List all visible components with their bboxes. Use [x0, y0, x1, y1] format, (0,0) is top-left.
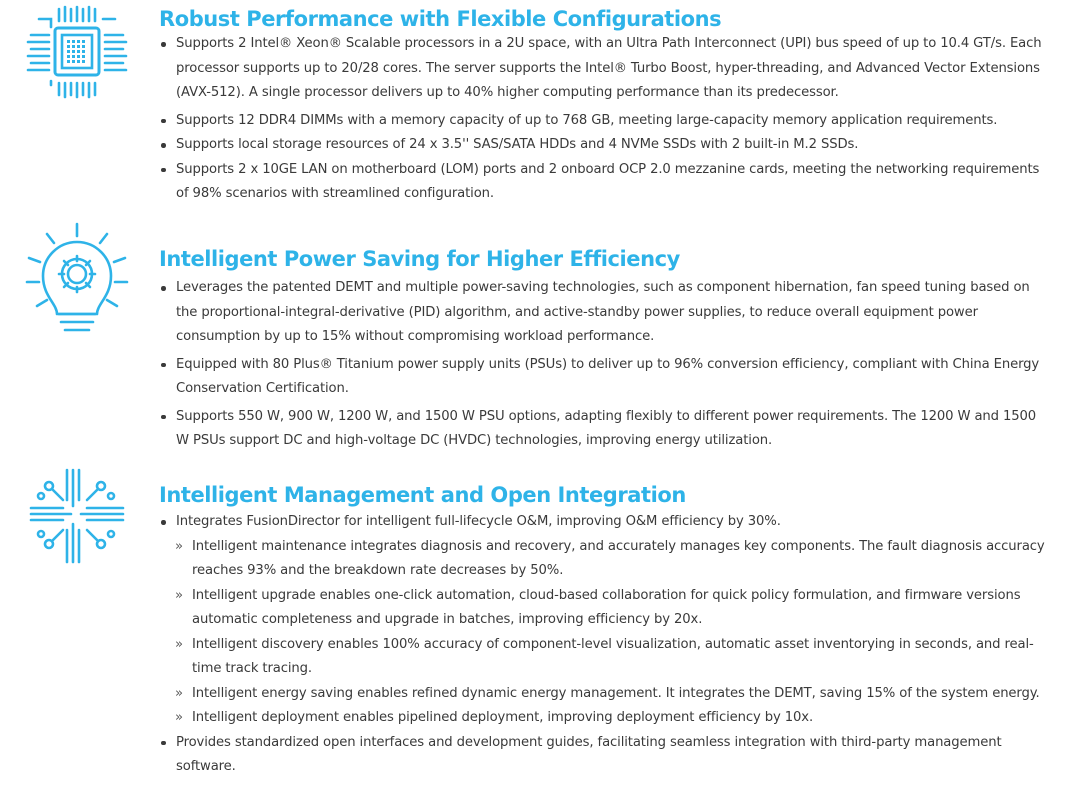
list-item: Supports 2 x 10GE LAN on motherboard (LOM) ports and 2 onboard OCP 2.0 mezzanine cards, meeting the networking requirements of 98% scenarios with streamlined configuration. [159, 158, 1049, 207]
sub-list-item: » Intelligent energy saving enables refined dynamic energy management. It integrates the DEMT, saving 15% of the system energy. [159, 682, 1049, 707]
list-item: Supports 550 W, 900 W, 1200 W, and 1500 W PSU options, adapting flexibly to different power requirements. The 1200 W and 1500 W PSUs support DC and high-voltage DC (HVDC) technologies, improving energy utilization. [159, 405, 1049, 454]
circuit-network-icon [27, 466, 127, 566]
section-title-performance: Robust Performance with Flexible Configurations [159, 7, 722, 31]
processor-chip-icon [25, 5, 129, 105]
section-title-management: Intelligent Management and Open Integration [159, 483, 686, 507]
list-item: Provides standardized open interfaces and development guides, facilitating seamless integration with third-party management software. [159, 731, 1049, 780]
management-list [159, 510, 1049, 780]
performance-list [159, 32, 1049, 207]
list-item: Leverages the patented DEMT and multiple power-saving technologies, such as component hibernation, fan speed tuning based on the proportional-integral-derivative (PID) algorithm, and active-standby power supplies, to reduce overall equipment power consumption by up to 15% without compromising workload performance. [159, 276, 1049, 350]
sub-list-item: » Intelligent discovery enables 100% accuracy of component-level visualization, automatic asset inventorying in seconds, and real-time track tracing. [159, 633, 1049, 682]
lightbulb-gear-icon [23, 222, 131, 338]
list-item: Supports 12 DDR4 DIMMs with a memory capacity of up to 768 GB, meeting large-capacity memory application requirements. [159, 109, 1049, 134]
list-item: Supports local storage resources of 24 x 3.5'' SAS/SATA HDDs and 4 NVMe SSDs with 2 built-in M.2 SSDs. [159, 133, 1049, 158]
power-list [159, 276, 1049, 454]
sub-list-item: » Intelligent maintenance integrates diagnosis and recovery, and accurately manages key components. The fault diagnosis accuracy reaches 93% and the breakdown rate decreases by 50%. [159, 535, 1049, 584]
sub-list-item: » Intelligent deployment enables pipelined deployment, improving deployment efficiency by 10x. [159, 706, 1049, 731]
list-item: Equipped with 80 Plus® Titanium power supply units (PSUs) to deliver up to 96% conversion efficiency, compliant with China Energy Conservation Certification. [159, 353, 1049, 402]
section-title-power: Intelligent Power Saving for Higher Efficiency [159, 247, 680, 271]
list-item: Supports 2 Intel® Xeon® Scalable processors in a 2U space, with an Ultra Path Interconnect (UPI) bus speed of up to 10.4 GT/s. Each processor supports up to 20/28 cores. The server supports the Intel® Turbo Boost, hyper-threading, and Advanced Vector Extensions (AVX-512). A single processor delivers up to 40% higher computing performance than its predecessor. [159, 32, 1049, 106]
sub-list-item: » Intelligent upgrade enables one-click automation, cloud-based collaboration for quick policy formulation, and firmware versions automatic completeness and upgrade in batches, improving efficiency by 20x. [159, 584, 1049, 633]
list-item: Integrates FusionDirector for intelligent full-lifecycle O&M, improving O&M efficiency by 30%. [159, 510, 1049, 535]
